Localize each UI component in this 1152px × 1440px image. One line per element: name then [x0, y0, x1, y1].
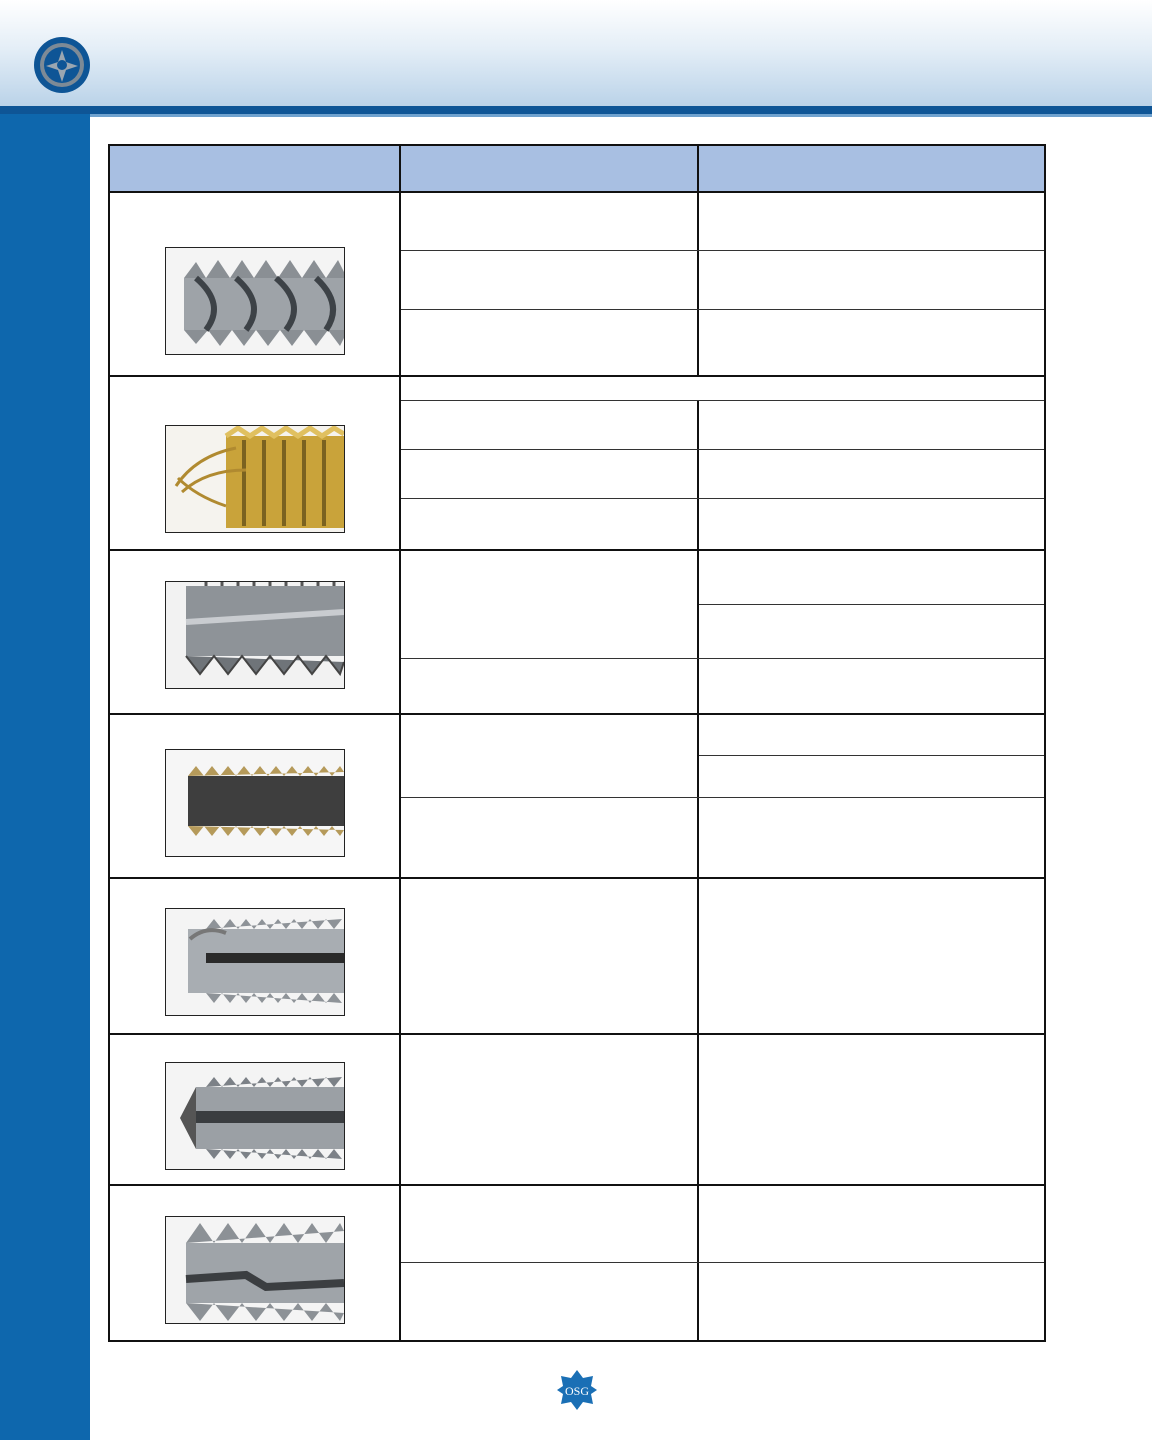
subrow-separator: [699, 604, 1044, 605]
osg-logo-icon: [556, 1369, 598, 1411]
chipped-tap-edge-photo: [165, 581, 345, 689]
subrow-separator: [401, 498, 1044, 499]
subrow-separator: [401, 1262, 1044, 1263]
column-header-2: [401, 146, 697, 191]
row-separator: [110, 549, 1044, 551]
row-separator: [110, 1184, 1044, 1186]
row-separator: [110, 713, 1044, 715]
subrow-separator: [401, 658, 1044, 659]
subrow-separator: [699, 755, 1044, 756]
row-separator: [110, 877, 1044, 879]
osg-logo-text: OSG: [564, 1384, 590, 1398]
row-separator: [110, 375, 1044, 377]
broken-point-tap-photo: [165, 1062, 345, 1170]
column-divider-2b: [697, 400, 699, 1340]
header-rule: [0, 106, 1152, 114]
header-rule-light: [0, 114, 1152, 117]
header-separator: [110, 191, 1044, 193]
subrow-separator: [401, 309, 1044, 310]
subrow-separator: [401, 250, 1044, 251]
spiral-flute-tap-photo: [165, 247, 345, 355]
column-divider-1: [399, 146, 401, 1340]
saw-blade-logo-icon: [33, 36, 91, 94]
short-thread-tap-photo: [165, 749, 345, 857]
column-divider-2: [697, 146, 699, 375]
chip-packed-tap-photo: [165, 908, 345, 1016]
troubleshooting-table: [108, 144, 1046, 1342]
subrow-separator: [401, 400, 1044, 401]
left-sidebar-band: [0, 114, 90, 1440]
damaged-flute-tap-photo: [165, 1216, 345, 1324]
subrow-separator: [401, 449, 1044, 450]
column-header-3: [699, 146, 1044, 191]
column-header-1: [110, 146, 399, 191]
subrow-separator: [401, 797, 1044, 798]
row-separator: [110, 1033, 1044, 1035]
page-header: [0, 0, 1152, 108]
gold-coated-tap-with-chips-photo: [165, 425, 345, 533]
